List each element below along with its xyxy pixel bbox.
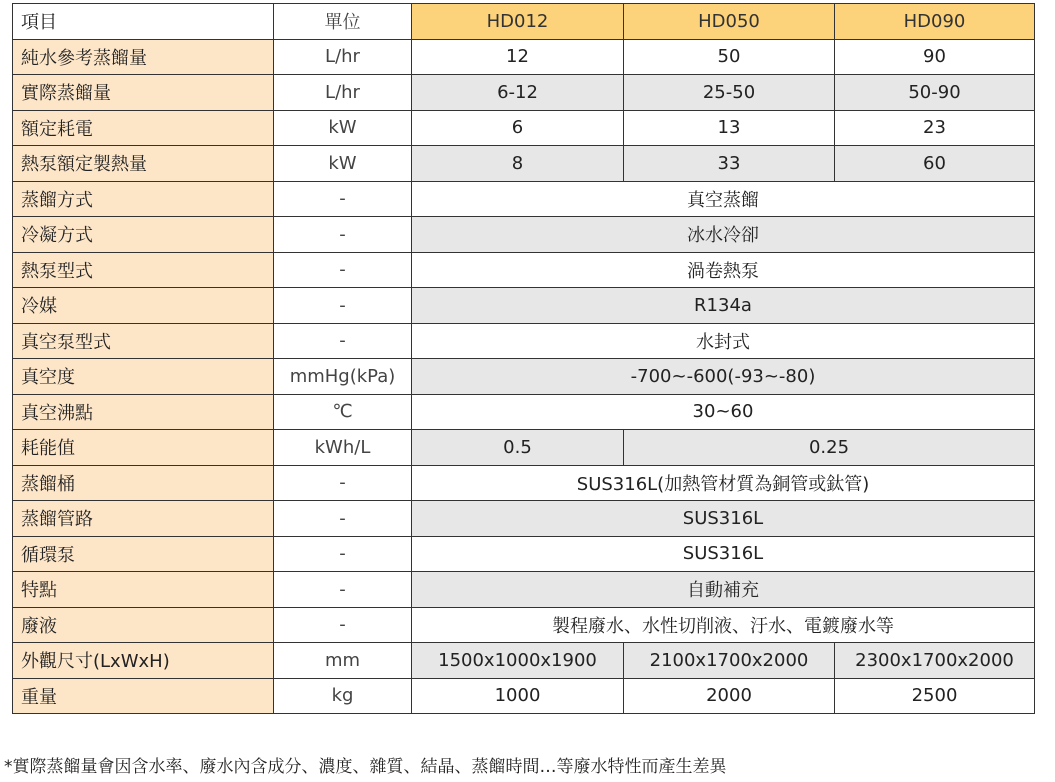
table-row xyxy=(13,394,1035,430)
row-label: 蒸餾方式 xyxy=(13,181,274,217)
row-label: 冷凝方式 xyxy=(13,217,274,253)
spec-table xyxy=(12,3,1035,714)
row-unit: - xyxy=(274,465,412,501)
header-model: HD050 xyxy=(624,4,835,40)
row-unit: - xyxy=(274,536,412,572)
header-model: HD012 xyxy=(412,4,624,40)
row-label: 熱泵型式 xyxy=(13,252,274,288)
row-unit: - xyxy=(274,501,412,537)
row-value: SUS316L xyxy=(412,536,1035,572)
row-value: SUS316L xyxy=(412,501,1035,537)
row-label: 特點 xyxy=(13,572,274,608)
header-item: 項目 xyxy=(13,4,274,40)
row-unit: L/hr xyxy=(274,39,412,75)
row-unit: - xyxy=(274,217,412,253)
row-value: 12 xyxy=(412,39,624,75)
row-unit: kW xyxy=(274,146,412,182)
row-unit: - xyxy=(274,181,412,217)
row-label: 熱泵額定製熱量 xyxy=(13,146,274,182)
table-row xyxy=(13,75,1035,111)
row-label: 重量 xyxy=(13,678,274,714)
row-value: 0.25 xyxy=(624,430,1035,466)
table-row xyxy=(13,110,1035,146)
table-row xyxy=(13,536,1035,572)
row-value: 1000 xyxy=(412,678,624,714)
footnote: *實際蒸餾量會因含水率、廢水內含成分、濃度、雜質、結晶、蒸餾時間…等廢水特性而產生差異 xyxy=(4,757,727,777)
row-label: 冷媒 xyxy=(13,288,274,324)
row-label: 蒸餾管路 xyxy=(13,501,274,537)
row-value: 23 xyxy=(835,110,1035,146)
header-row xyxy=(13,4,1035,40)
table-row xyxy=(13,252,1035,288)
row-unit: - xyxy=(274,252,412,288)
row-unit: mm xyxy=(274,643,412,679)
table-row xyxy=(13,501,1035,537)
row-label: 耗能值 xyxy=(13,430,274,466)
row-value: 水封式 xyxy=(412,323,1035,359)
row-unit: - xyxy=(274,288,412,324)
table-row xyxy=(13,217,1035,253)
row-label: 外觀尺寸(LxWxH) xyxy=(13,643,274,679)
row-label: 實際蒸餾量 xyxy=(13,75,274,111)
row-value: 冰水冷卻 xyxy=(412,217,1035,253)
row-unit: mmHg(kPa) xyxy=(274,359,412,395)
row-label: 蒸餾桶 xyxy=(13,465,274,501)
row-value: 2100x1700x2000 xyxy=(624,643,835,679)
table-row xyxy=(13,39,1035,75)
table-row xyxy=(13,181,1035,217)
table-row xyxy=(13,678,1035,714)
row-value: 6 xyxy=(412,110,624,146)
table-row xyxy=(13,572,1035,608)
row-value: 0.5 xyxy=(412,430,624,466)
table-row xyxy=(13,643,1035,679)
row-label: 真空度 xyxy=(13,359,274,395)
row-value: 1500x1000x1900 xyxy=(412,643,624,679)
table-row xyxy=(13,607,1035,643)
header-model: HD090 xyxy=(835,4,1035,40)
row-unit: ℃ xyxy=(274,394,412,430)
table-row xyxy=(13,288,1035,324)
row-value: 2000 xyxy=(624,678,835,714)
row-unit: - xyxy=(274,323,412,359)
table-row xyxy=(13,323,1035,359)
row-unit: kg xyxy=(274,678,412,714)
row-label: 循環泵 xyxy=(13,536,274,572)
row-value: 50 xyxy=(624,39,835,75)
row-label: 額定耗電 xyxy=(13,110,274,146)
row-value: -700~-600(-93~-80) xyxy=(412,359,1035,395)
row-label: 廢液 xyxy=(13,607,274,643)
row-value: 自動補充 xyxy=(412,572,1035,608)
row-value: 90 xyxy=(835,39,1035,75)
row-value: 8 xyxy=(412,146,624,182)
row-label: 真空沸點 xyxy=(13,394,274,430)
row-label: 純水參考蒸餾量 xyxy=(13,39,274,75)
row-unit: kW xyxy=(274,110,412,146)
row-value: 30~60 xyxy=(412,394,1035,430)
table-row xyxy=(13,430,1035,466)
row-value: 60 xyxy=(835,146,1035,182)
header-unit: 單位 xyxy=(274,4,412,40)
table-row xyxy=(13,146,1035,182)
row-value: 真空蒸餾 xyxy=(412,181,1035,217)
row-value: 13 xyxy=(624,110,835,146)
row-value: SUS316L(加熱管材質為銅管或鈦管) xyxy=(412,465,1035,501)
row-unit: - xyxy=(274,572,412,608)
row-value: 50-90 xyxy=(835,75,1035,111)
row-label: 真空泵型式 xyxy=(13,323,274,359)
row-unit: kWh/L xyxy=(274,430,412,466)
row-value: 6-12 xyxy=(412,75,624,111)
row-value: 33 xyxy=(624,146,835,182)
table-row xyxy=(13,465,1035,501)
row-unit: - xyxy=(274,607,412,643)
table-row xyxy=(13,359,1035,395)
row-value: 25-50 xyxy=(624,75,835,111)
row-value: R134a xyxy=(412,288,1035,324)
row-value: 渦卷熱泵 xyxy=(412,252,1035,288)
row-unit: L/hr xyxy=(274,75,412,111)
row-value: 2500 xyxy=(835,678,1035,714)
row-value: 製程廢水、水性切削液、汙水、電鍍廢水等 xyxy=(412,607,1035,643)
row-value: 2300x1700x2000 xyxy=(835,643,1035,679)
